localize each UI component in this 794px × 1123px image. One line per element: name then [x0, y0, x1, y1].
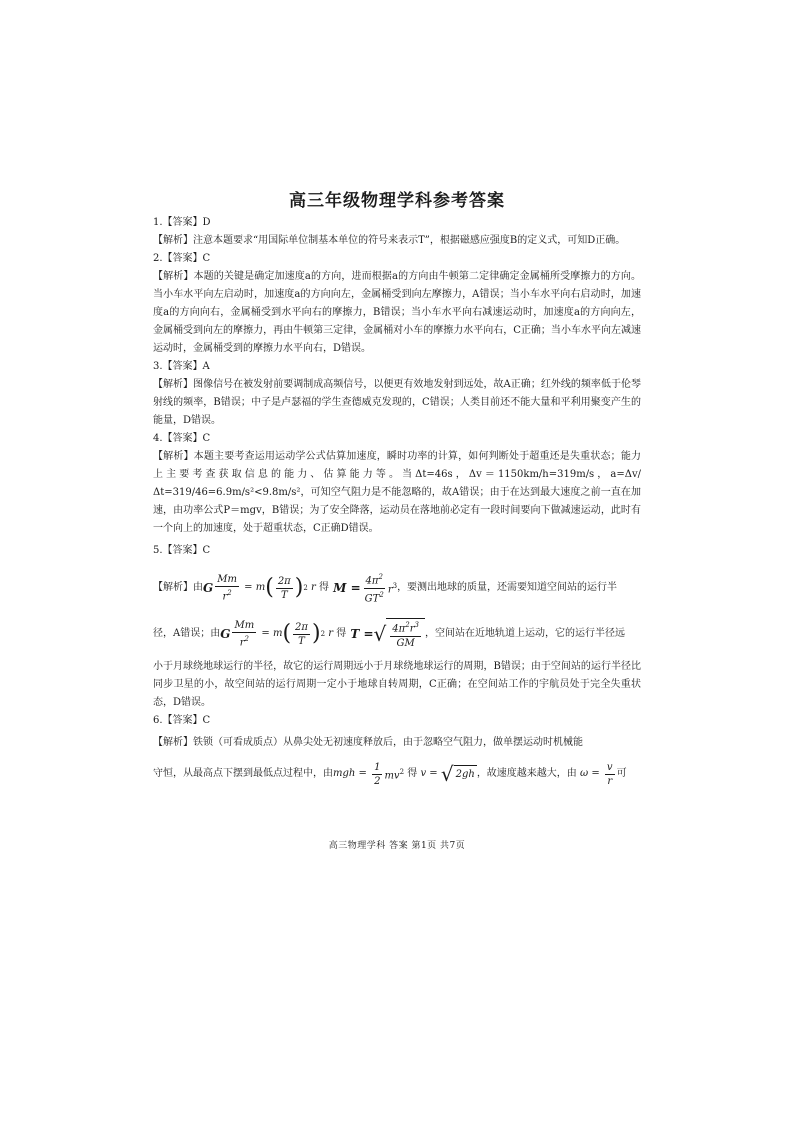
formula-fraction: $\frac{4\pi^2}{GT^2}$ — [364, 573, 384, 604]
formula-fraction: $\frac{Mm}{r^2}$ — [217, 573, 237, 603]
q5-formula-line-2 — [153, 614, 641, 654]
formula-symbol: ω = — [580, 768, 603, 779]
formula-fraction: $\frac{2\pi}{T}$ — [295, 621, 308, 647]
formula-symbol: r — [328, 628, 334, 639]
q2-analysis: 【解析】本题的关键是确定加速度a的方向，进而根据a的方向由牛顿第二定律确定金属桶所受摩擦力的方向。当小车水平向左启动时，加速度a的方向向左，金属桶受到向左摩擦力，A错误；当小车水平向右启动时，加速度a的方向向右，金属桶受到水平向右的摩擦力，B错误；当小车水平向右减速运动时，加速度a的方向向左，金属桶受到向左的摩擦力，再由牛顿第三定律，金属桶对小车的摩擦力水平向右，C正确；当小车水平向左减速运动时，金属桶受到的摩擦力水平向右，D错误。 — [153, 271, 641, 354]
page-footer: 高三物理学科 答案 第1页 共7页 — [328, 841, 466, 851]
formula-symbol: mgh = — [333, 768, 371, 779]
q5-tail1: ，要测出地球的质量，还需要知道空间站的运行半 — [397, 582, 618, 593]
formula-fraction: $\frac{2\pi}{T}$ — [277, 575, 291, 601]
q5-lead2: 径，A错误；由 — [153, 628, 221, 639]
formula-paren: ( — [265, 575, 274, 600]
formula-paren: ( — [282, 621, 292, 646]
formula-fraction: $\frac{v}{r}$ — [606, 761, 613, 787]
q6-mid: 得 — [407, 768, 418, 779]
formula-symbol: G — [220, 627, 231, 641]
q1-answer: 1.【答案】D — [153, 217, 211, 228]
formula-symbol: $mv^2$ — [384, 767, 405, 782]
page-title: 高三年级物理学科参考答案 — [289, 191, 505, 211]
formula-symbol: $r^3$ — [387, 581, 398, 596]
formula-sqrt: √ 2gh — [440, 762, 475, 786]
formula-symbol: = m — [240, 582, 266, 593]
formula-fraction: $\frac{1}{2}$ — [374, 761, 381, 787]
q5-lead: 【解析】由 — [153, 582, 203, 593]
formula-symbol: T = — [346, 627, 374, 641]
formula-symbol: v = — [420, 768, 441, 779]
q3-analysis: 【解析】图像信号在被发射前要调制成高频信号，以便更有效地发射到远处，故A正确；红外线的频率低于伦琴射线的频率，B错误；中子是卢瑟福的学生查德威克发现的，C错误；人类目前还不能大量和平利用聚变产生的能量，D错误。 — [153, 379, 641, 426]
formula-symbol: M = — [328, 581, 361, 595]
q5-mid1: 得 — [318, 582, 329, 593]
answer-content — [153, 214, 641, 796]
formula-symbol: = m — [258, 628, 283, 639]
formula-sqrt: √ $\frac{4\pi^2r^3}{GM}$ — [374, 618, 425, 649]
q6-answer: 6.【答案】C — [153, 715, 211, 726]
q6-end: 可 — [616, 768, 627, 779]
formula-fraction: $\frac{Mm}{r^2}$ — [234, 619, 255, 649]
q6-tail: ，故速度越来越大，由 — [476, 768, 577, 779]
q3-answer: 3.【答案】A — [153, 361, 210, 372]
q4-answer: 4.【答案】C — [153, 433, 211, 444]
formula-paren: ) — [294, 575, 304, 600]
q1-analysis: 【解析】注意本题要求“用国际单位制基本单位的符号来表示T”，根据磁感应强度B的定义式，可知D正确。 — [153, 235, 626, 246]
formula-symbol: G — [203, 581, 214, 595]
q5-formula-line-1 — [153, 568, 641, 608]
q5-analysis-rest: 小于月球绕地球运行的半径，故它的运行周期远小于月球绕地球运行的周期，B错误；由于空间站的运行半径比同步卫星的小，故空间站的运行周期一定小于地球自转周期，C正确；在空间站工作的宇航员处于完全失重状态，D错误。 — [153, 661, 641, 708]
formula-exponent: 2 — [303, 584, 308, 592]
q6-formula-line — [153, 754, 641, 794]
q5-tail2: ，空间站在近地轨道上运动，它的运行半径远 — [424, 628, 625, 639]
q5-mid2: 得 — [336, 628, 347, 639]
formula-exponent: 2 — [320, 630, 326, 638]
q5-answer: 5.【答案】C — [153, 545, 211, 556]
q4-analysis: 【解析】本题主要考查运用运动学公式估算加速度，瞬时功率的计算，如何判断处于超重还是失重状态；能力上主要考查获取信息的能力、估算能力等。当Δt=46s，Δv＝1150km/h=319m/s，a=Δv/Δt=319/46=6.9m/s²<9.8m/s²，可知空气阻力是不能忽略的，故A错误；由于在达到最大速度之前一直在加速，由功率公式P＝mgv，B错误；为了安全降落，运动员在落地前必定有一段时间要向下做减速运动，此时有一个向上的加速度，处于超重状态，C正确D错误。 — [153, 451, 641, 534]
q6-analysis-a: 【解析】铁锁（可看成质点）从鼻尖处无初速度释放后，由于忽略空气阻力，做单摆运动时机械能 — [153, 737, 583, 748]
formula-symbol: r — [311, 582, 316, 593]
q6-lead: 守恒，从最高点下摆到最低点过程中，由 — [153, 768, 333, 779]
formula-paren: ) — [311, 621, 321, 646]
q2-answer: 2.【答案】C — [153, 253, 211, 264]
